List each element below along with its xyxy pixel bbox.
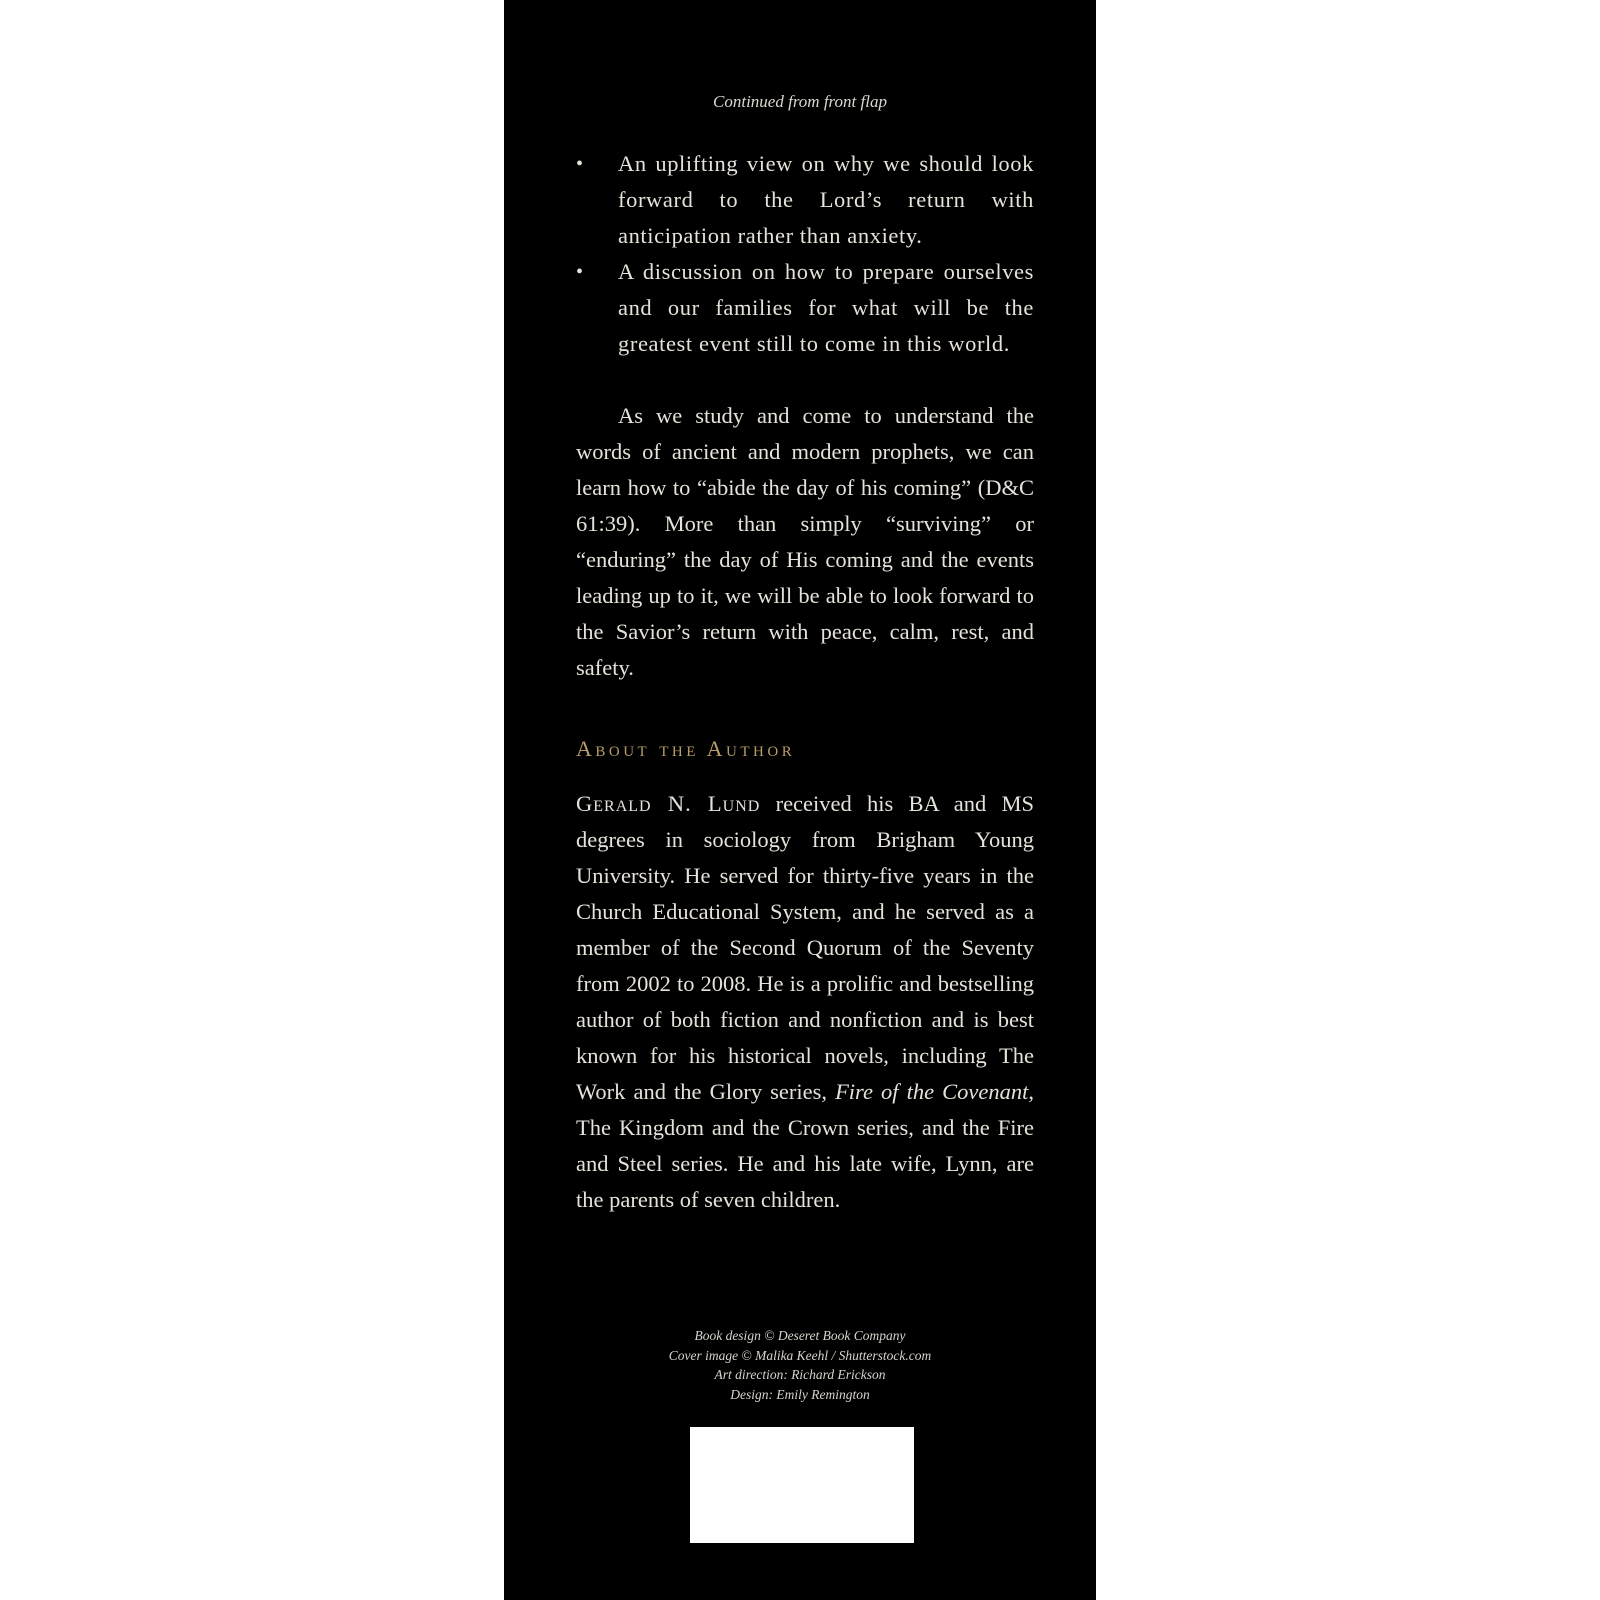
credits-block — [504, 1326, 1096, 1404]
list-item — [576, 254, 1034, 362]
continued-label: Continued from front flap — [713, 92, 887, 111]
bio-text-2: , The Kingdom and the Crown series, and the Fire and Steel series. He and his late wife, Lynn, are the parents of seven children. — [576, 1079, 1034, 1212]
credit-line: Cover image © Malika Keehl / Shutterstock.com — [668, 1347, 932, 1363]
bullet-list — [576, 146, 1034, 362]
book-title: Fire of the Covenant — [835, 1079, 1029, 1104]
bio-text-1: received his BA and MS degrees in sociology from Brigham Young University. He served for thirty-five years in the Church Educational System, and he served as a member of the Second Quorum of the Seventy from 2002 to 2008. He is a prolific and bestselling author of both fiction and nonfiction and is best known for his historical novels, including The Work and the Glory series, — [576, 791, 1035, 1104]
barcode-placeholder — [690, 1427, 914, 1543]
list-item — [576, 146, 1034, 254]
credit-line: Book design © Deseret Book Company — [694, 1328, 906, 1343]
bullet-text: An uplifting view on why we should look forward to the Lord’s return with anticipation rather than anxiety. — [618, 151, 1034, 248]
credit-line: Design: Emily Remington — [730, 1386, 870, 1402]
credit-line: Art direction: Richard Erickson — [714, 1367, 886, 1382]
bullet-icon: • — [576, 261, 584, 283]
bullet-icon: • — [576, 153, 584, 175]
about-author-heading: About the Author — [576, 736, 796, 761]
bullet-text: A discussion on how to prepare ourselves and our families for what will be the greatest event still to come in this world. — [618, 259, 1034, 356]
author-name: Gerald N. Lund — [576, 791, 761, 816]
body-paragraph: As we study and come to understand the words of ancient and modern prophets, we can learn how to “abide the day of his coming” (D&C 61:39). More than simply “surviving” or “enduring” the day of His coming and the events leading up to it, we will be able to look forward to the Savior’s return with peace, calm, rest, and safety. — [576, 403, 1034, 680]
author-bio — [576, 786, 1034, 1218]
back-flap — [504, 0, 1096, 1600]
